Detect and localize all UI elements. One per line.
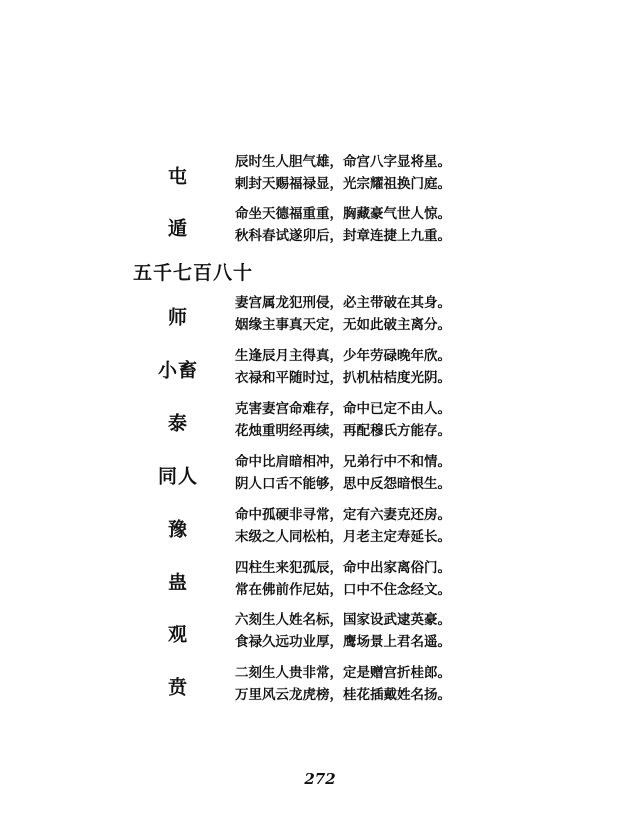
gua-name: 贲 (167, 676, 188, 699)
verse-line: 命中比肩暗相冲，兄弟行中不和情。 (235, 454, 451, 470)
verse-line: 六刻生人姓名标，国家设武逮英豪。 (235, 612, 451, 628)
verse (235, 557, 451, 601)
verse-line: 常在佛前作尼姑，口中不住念经文。 (235, 582, 451, 598)
gua-name: 蛊 (167, 571, 188, 594)
gua-name: 师 (167, 306, 188, 329)
section-heading: 五千七百八十 (133, 262, 254, 284)
verse (235, 203, 451, 247)
entry-block (0, 609, 640, 657)
entry-block (0, 151, 640, 199)
verse-line: 末级之人同松柏，月老主定寿延长。 (235, 529, 451, 545)
gua-name: 屯 (167, 165, 188, 188)
verse-line: 花烛重明经再续，再配穆氏方能存。 (235, 423, 451, 439)
verse (235, 345, 451, 389)
entry-block (0, 662, 640, 710)
verse-line: 秋科春试遂卯后，封章连捷上九重。 (235, 228, 451, 244)
entry-block (0, 345, 640, 393)
verse-line: 万里风云龙虎榜，桂花插戴姓名扬。 (235, 687, 451, 703)
entry-block (0, 398, 640, 446)
verse (235, 662, 451, 706)
page-number: 272 (304, 770, 336, 788)
verse (235, 504, 451, 548)
verse-line: 姻缘主事真天定，无如此破主离分。 (235, 317, 451, 333)
entry-block (0, 557, 640, 605)
verse-line: 食禄久远功业厚，鹰场景上君名遥。 (235, 634, 451, 650)
verse-line: 妻宫属龙犯刑侵，必主带破在其身。 (235, 295, 451, 311)
verse-line: 二刻生人贵非常，定是赠宫折桂郎。 (235, 665, 451, 681)
verse-line: 辰时生人胆气雄，命宫八字显将星。 (235, 154, 451, 170)
verse-line: 四柱生来犯孤辰，命中出家离俗门。 (235, 560, 451, 576)
entry-block (0, 292, 640, 340)
gua-name: 小畜 (157, 359, 198, 382)
verse (235, 398, 451, 442)
verse (235, 609, 451, 653)
verse-line: 生逢辰月主得真，少年劳碌晚年欣。 (235, 348, 451, 364)
verse-line: 阴人口舌不能够，思中反怨暗恨生。 (235, 476, 451, 492)
gua-name: 泰 (167, 412, 188, 435)
gua-name: 观 (167, 623, 188, 646)
verse-line: 命坐天德福重重，胸藏豪气世人惊。 (235, 206, 451, 222)
verse (235, 292, 451, 336)
verse-line: 衣禄和平随时过，扒机枯桔度光阴。 (235, 370, 451, 386)
verse-line: 克害妻宫命难存，命中已定不由人。 (235, 401, 451, 417)
verse (235, 451, 451, 495)
gua-name: 遁 (167, 217, 188, 240)
verse (235, 151, 451, 195)
entry-block (0, 504, 640, 552)
entry-block (0, 203, 640, 251)
gua-name: 豫 (167, 518, 188, 541)
verse-line: 命中孤硬非寻常，定有六妻克还房。 (235, 507, 451, 523)
gua-name: 同人 (157, 465, 198, 488)
entry-block (0, 451, 640, 499)
verse-line: 剌封天赐福禄显，光宗耀祖换门庭。 (235, 176, 451, 192)
